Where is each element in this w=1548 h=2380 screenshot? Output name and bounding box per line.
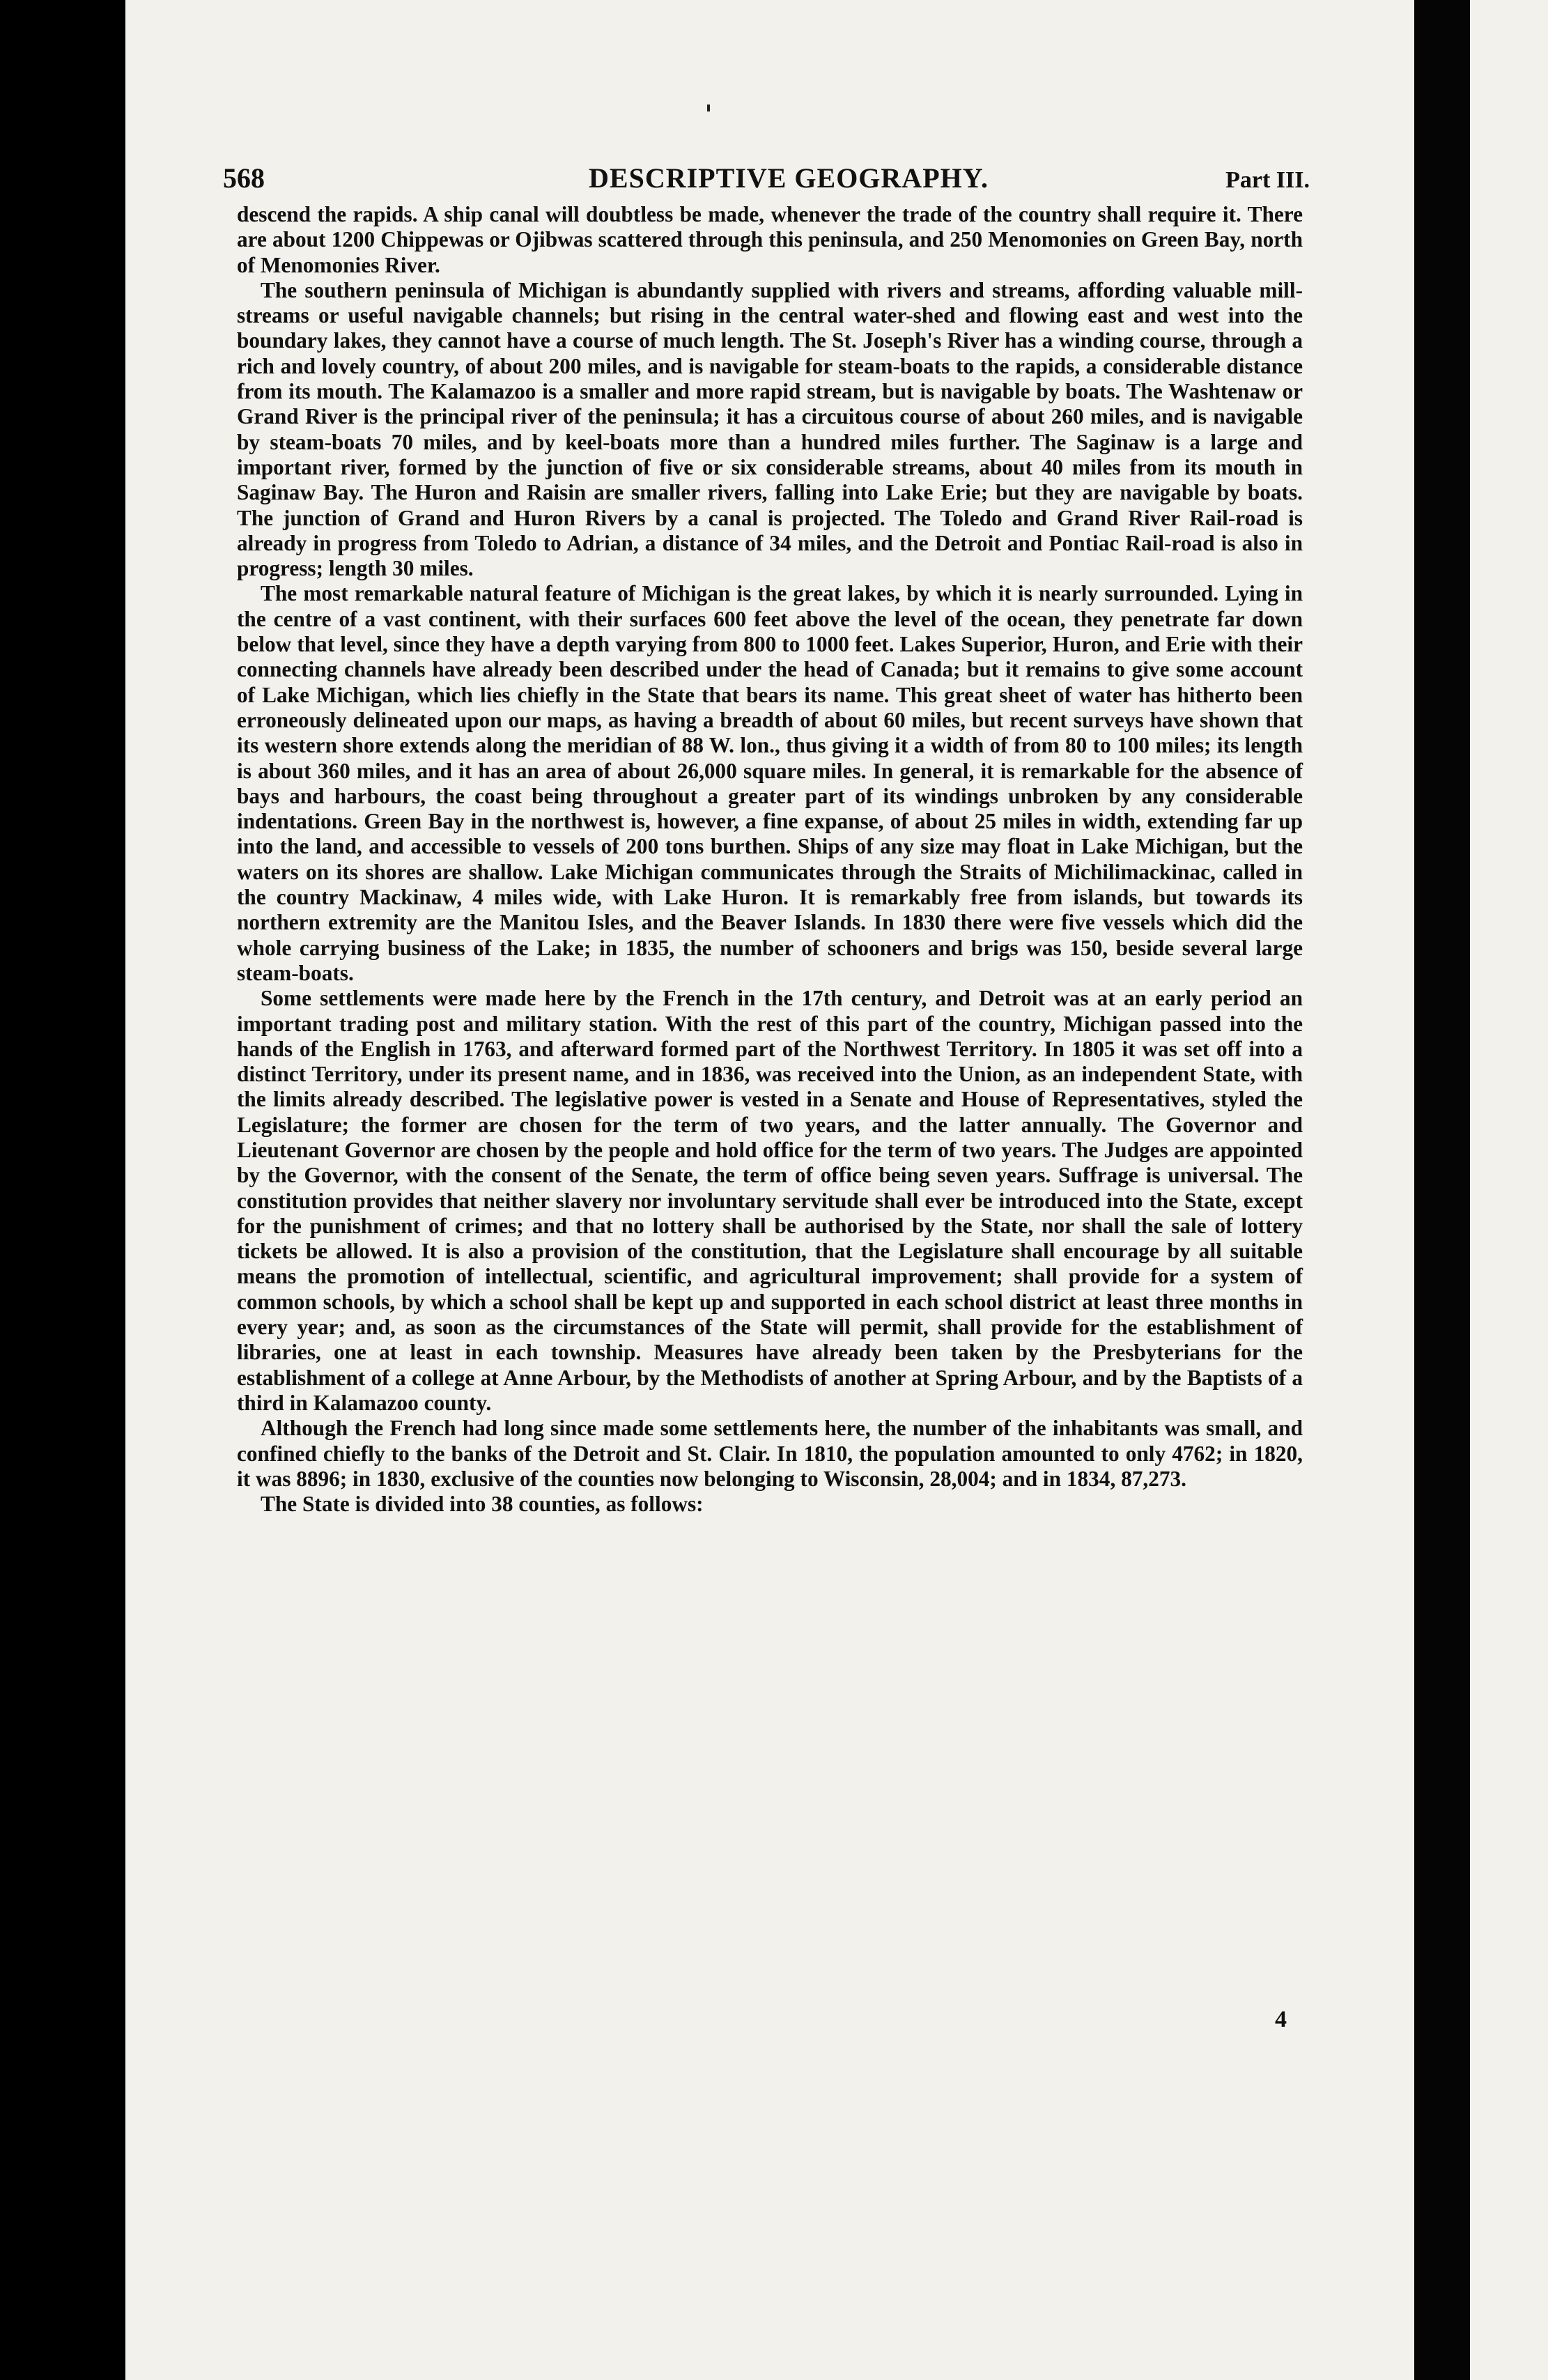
page-header (223, 162, 1310, 206)
paragraph: The State is divided into 38 counties, as follows: (261, 1492, 704, 1517)
book-gutter (1414, 0, 1470, 2380)
running-title: DESCRIPTIVE GEOGRAPHY. (589, 162, 989, 194)
main-text (237, 202, 1303, 1517)
right-page (1470, 0, 1548, 2380)
paragraph: The most remarkable natural feature of Michigan is the great lakes, by which it is nearly surrounded. Lying in the centre of a vast continent, with their surfaces 600 feet above the level of the ocean, they penetrate far down below that level, since they have a depth varying from 800 to 1000 feet. Lakes Superior, Huron, and Erie with their connecting channels have already been described under the head of Canada; but it remains to give some account of Lake Michigan, which lies chiefly in the State that bears its name. This great sheet of water has hitherto been erroneously delineated upon our maps, as having a breadth of about 60 miles, but recent surveys have shown that its western shore extends along the meridian of 88 W. lon., thus giving it a width of from 80 to 100 miles; its length is about 360 miles, and it has an area of about 26,000 square miles. In general, it is remarkable for the absence of bays and harbours, the coast being throughout a greater part of its windings unbroken by any considerable indentations. Green Bay in the northwest is, however, a fine expanse, of about 25 miles in width, extending far up into the land, and accessible to vessels of 200 tons burthen. Ships of any size may float in Lake Michigan, but the waters on its shores are shallow. Lake Michigan communicates through the Straits of Michilimackinac, called in the country Mackinaw, 4 miles wide, with Lake Huron. It is remarkably free from islands, but towards its northern extremity are the Manitou Isles, and the Beaver Islands. In 1830 there were five vessels which did the whole carrying business of the Lake; in 1835, the number of schooners and brigs was 150, beside several large steam-boats. (237, 581, 1303, 985)
paragraph: Although the French had long since made some settlements here, the number of the inhabitants was small, and confined chiefly to the banks of the Detroit and St. Clair. In 1810, the population amounted to only 4762; in 1820, it was 8896; in 1830, exclusive of the counties now belonging to Wisconsin, 28,004; and in 1834, 87,273. (237, 1416, 1303, 1491)
part-label: Part III. (1225, 167, 1310, 193)
paragraph: Some settlements were made here by the French in the 17th century, and Detroit was at an early period an important trading post and military station. With the rest of this part of the country, Michigan passed into the hands of the English in 1763, and afterward formed part of the Northwest Territory. In 1805 it was set off into a distinct Territory, under its present name, and in 1836, was received into the Union, as an independent State, with the limits already described. The legislative power is vested in a Senate and House of Representatives, styled the Legislature; the former are chosen for the term of two years, and the latter annually. The Governor and Lieutenant Governor are chosen by the people and hold office for the term of two years. The Judges are appointed by the Governor, with the consent of the Senate, the term of office being seven years. Suffrage is universal. The constitution provides that neither slavery nor involuntary servitude shall ever be introduced into the State, except for the punishment of crimes; and that no lottery shall be authorised by the State, nor shall the sale of lottery tickets be allowed. It is also a provision of the constitution, that the Legislature shall encourage by all suitable means the promotion of intellectual, scientific, and agricultural improvement; shall provide for a system of common schools, by which a school shall be kept up and supported in each school district at least three months in every year; and, as soon as the circumstances of the State will permit, shall provide for the establishment of libraries, one at least in each township. Measures have already been taken by the Presbyterians for the establishment of a college at Anne Arbour, by the Methodists of another at Spring Arbour, and by the Baptists of a third in Kalamazoo county. (237, 986, 1303, 1415)
page-end-mark: 4 (1275, 2007, 1287, 2032)
paragraph: The southern peninsula of Michigan is abundantly supplied with rivers and streams, affording valuable mill-streams or useful navigable channels; but rising in the central water-shed and flowing east and west into the boundary lakes, they cannot have a course of much length. The St. Joseph's River has a winding course, through a rich and lovely country, of about 200 miles, and is navigable for steam-boats to the rapids, a considerable distance from its mouth. The Kalamazoo is a smaller and more rapid stream, but is navigable by boats. The Washtenaw or Grand River is the principal river of the peninsula; it has a circuitous course of about 260 miles, and is navigable by steam-boats 70 miles, and by keel-boats more than a hundred miles further. The Saginaw is a large and important river, formed by the junction of five or six considerable streams, about 40 miles from its mouth in Saginaw Bay. The Huron and Raisin are smaller rivers, falling into Lake Erie; but they are navigable by boats. The junction of Grand and Huron Rivers by a canal is projected. The Toledo and Grand River Rail-road is already in progress from Toledo to Adrian, a distance of 34 miles, and the Detroit and Pontiac Rail-road is also in progress; length 30 miles. (237, 277, 1303, 581)
scan-speck (707, 105, 710, 111)
page-number: 568 (223, 162, 265, 194)
paragraph: descend the rapids. A ship canal will doubtless be made, whenever the trade of the country shall require it. There are about 1200 Chippewas or Ojibwas scattered through this peninsula, and 250 Menomonies on Green Bay, north of Menomonies River. (237, 202, 1303, 277)
